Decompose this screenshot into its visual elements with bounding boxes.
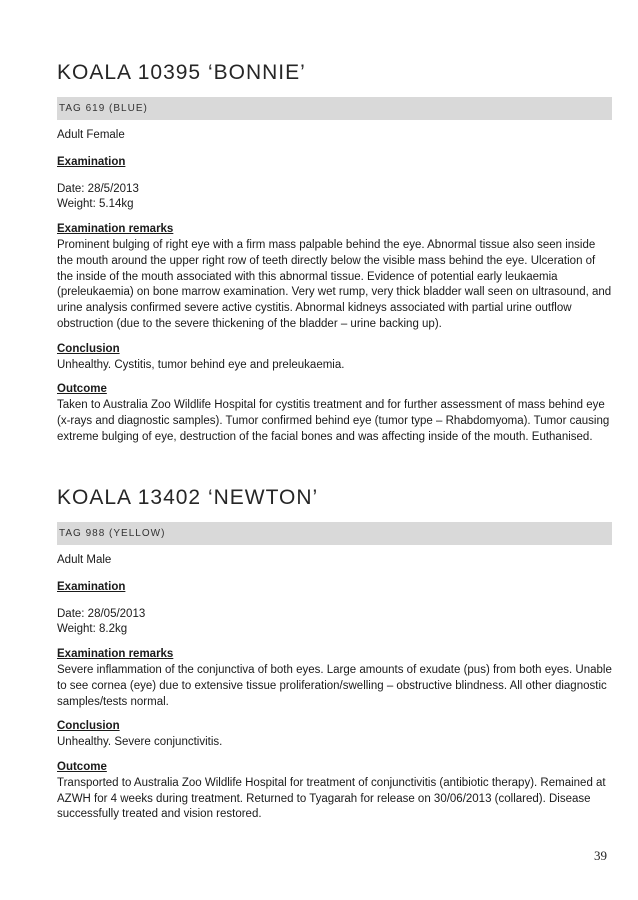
remarks-heading: Examination remarks [57, 223, 174, 236]
record-title: KOALA 10395 ‘BONNIE’ [57, 61, 306, 84]
examination-heading: Examination [57, 155, 126, 168]
outcome-text: Taken to Australia Zoo Wildlife Hospital for cystitis treatment and for further assessment of mass behind eye (x-rays and diagnostic samples). Tumor confirmed behind eye (tumor type – Rhabdomyoma). Tumor causing extreme bulging of eye, destruction of the facial bones and was affecting inside of the mouth. Euthanised. [57, 399, 610, 443]
outcome-section [57, 760, 612, 823]
examination-heading: Examination [57, 580, 126, 593]
exam-date: Date: 28/05/2013 [57, 607, 146, 620]
conclusion-heading: Conclusion [57, 720, 120, 733]
exam-date: Date: 28/5/2013 [57, 182, 139, 195]
page-number: 39 [594, 848, 607, 863]
sex-age: Adult Male [57, 554, 112, 566]
examination-details [57, 182, 612, 214]
tag-banner: TAG 988 (YELLOW) [57, 522, 612, 545]
remarks-text: Severe inflammation of the conjunctiva of both eyes. Large amounts of exudate (pus) from both eyes. Unable to see cornea (eye) due to extensive tissue proliferation/swelling – obstructive blindness. All other diagnostic samples/tests normal. [57, 663, 612, 708]
examination-details [57, 607, 612, 639]
sex-age: Adult Female [57, 129, 125, 141]
conclusion-section [57, 719, 612, 751]
conclusion-text: Unhealthy. Cystitis, tumor behind eye and preleukaemia. [57, 358, 345, 371]
conclusion-section [57, 342, 612, 374]
remarks-heading: Examination remarks [57, 648, 174, 661]
remarks-text: Prominent bulging of right eye with a firm mass palpable behind the eye. Abnormal tissue also seen inside the mouth around the upper right row of teeth directly below the visible mass behind the eye. Ulceration of the inside of the mouth associated with this abnormal tissue. Evidence of potential early leukaemia (preleukaemia) on bone marrow examination. Very wet rump, very thick bladder wall seen on ultrasound, and urine analysis confirmed severe active cystitis. Abnormal kidneys associated with partial urine outflow obstruction (due to the severe thickening of the bladder – urine backing up). [57, 238, 612, 330]
remarks-section [57, 222, 612, 333]
outcome-heading: Outcome [57, 760, 107, 773]
koala-record-bonnie [57, 58, 612, 446]
record-title: KOALA 13402 ‘NEWTON’ [57, 486, 319, 509]
outcome-section [57, 382, 612, 445]
remarks-section [57, 647, 612, 710]
outcome-heading: Outcome [57, 383, 107, 396]
exam-weight: Weight: 8.2kg [57, 623, 128, 636]
koala-record-newton [57, 483, 612, 823]
conclusion-heading: Conclusion [57, 342, 120, 355]
exam-weight: Weight: 5.14kg [57, 198, 134, 211]
tag-banner: TAG 619 (BLUE) [57, 97, 612, 120]
outcome-text: Transported to Australia Zoo Wildlife Hospital for treatment of conjunctivitis (antibiotic therapy). Remained at AZWH for 4 weeks during treatment. Returned to Tyagarah for release on 30/06/2013 (collared). Disease successfully treated and vision restored. [57, 776, 606, 821]
conclusion-text: Unhealthy. Severe conjunctivitis. [57, 736, 223, 749]
